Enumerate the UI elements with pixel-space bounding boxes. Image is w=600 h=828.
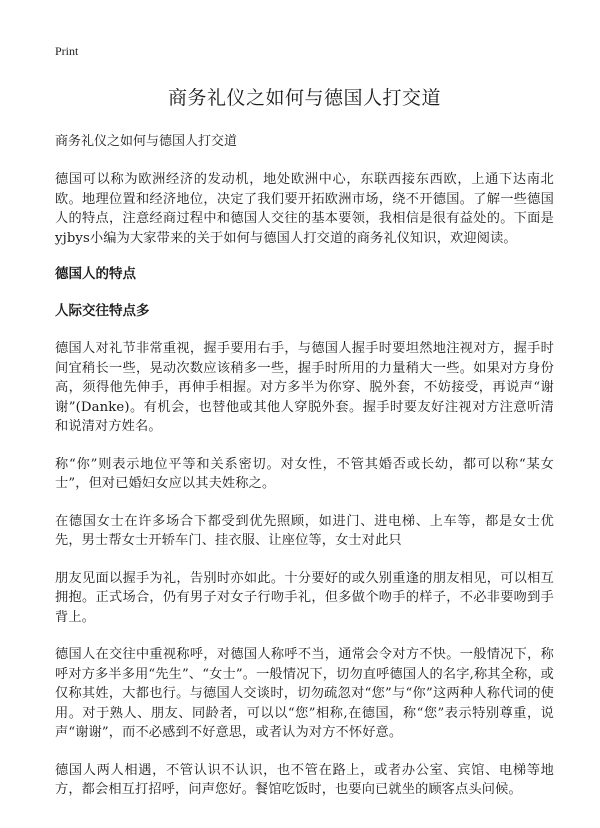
paragraph-greetings: 德国人两人相遇，不管认识不认识，也不管在路上，或者办公室、宾馆、电梯等地方，都会相互打招呼，问声您好。餐馆吃饭时，也要向已就坐的顾客点头问候。: [55, 762, 554, 797]
intro-paragraph: 德国可以称为欧洲经济的发动机，地处欧洲中心，东联西接东西欧，上通下达南北欧。地理位置和经济地位，决定了我们要开拓欧洲市场，绕不开德国。了解一些德国人的特点，注意经商过程中和德国人交往的基本要领，我相信是很有益处的。下面是yjbys小编为大家带来的关于如何与德国人打交道的商务礼仪知识，欢迎阅读。: [55, 172, 554, 246]
section-heading-social: 人际交往特点多: [55, 303, 150, 319]
article-subtitle: 商务礼仪之如何与德国人打交道: [55, 134, 238, 149]
page-title: 商务礼仪之如何与德国人打交道: [167, 87, 441, 109]
print-link[interactable]: Print: [55, 44, 79, 58]
paragraph-address: 称“你”则表示地位平等和关系密切。对女性，不管其婚否或长幼，都可以称“某女士”，但对已婚妇女应以其夫姓称之。: [55, 456, 554, 491]
paragraph-ladies-first: 在德国女士在许多场合下都受到优先照顾，如进门、进电梯、上车等，都是女士优先，男士帮女士开轿车门、挂衣服、让座位等，女士对此只: [55, 513, 554, 548]
paragraph-friends: 朋友见面以握手为礼，告别时亦如此。十分要好的或久别重逢的朋友相见，可以相互拥抱。正式场合，仍有男子对女子行吻手礼，但多做个吻手的样子，不必非要吻到手背上。: [55, 570, 554, 625]
paragraph-titles: 德国人在交往中重视称呼，对德国人称呼不当，通常会令对方不快。一般情况下，称呼对方多半多用“先生”、“女士”。一般情况下，切勿直呼德国人的名字,称其全称，或仅称其姓，大都也行。与德国人交谈时，切勿疏忽对“您”与“你”这两种人称代词的使用。对于熟人、朋友、同龄者，可以以“您”相称,在德国，称“您”表示特别尊重，说声“谢谢”，而不必感到不好意思，或者认为对方不怀好意。: [55, 647, 554, 740]
paragraph-handshake: 德国人对礼节非常重视，握手要用右手，与德国人握手时要坦然地注视对方，握手时间宜稍长一些，晃动次数应该稍多一些，握手时所用的力量稍大一些。如果对方身份高，须得他先伸手，再伸手相握。对方多半为你穿、脱外套，不妨接受，再说声“谢谢”(Danke)。有机会，也替他或其他人穿脱外套。握手时要友好注视对方注意听清和说清对方姓名。: [55, 341, 554, 434]
section-heading-features: 德国人的特点: [55, 266, 136, 282]
